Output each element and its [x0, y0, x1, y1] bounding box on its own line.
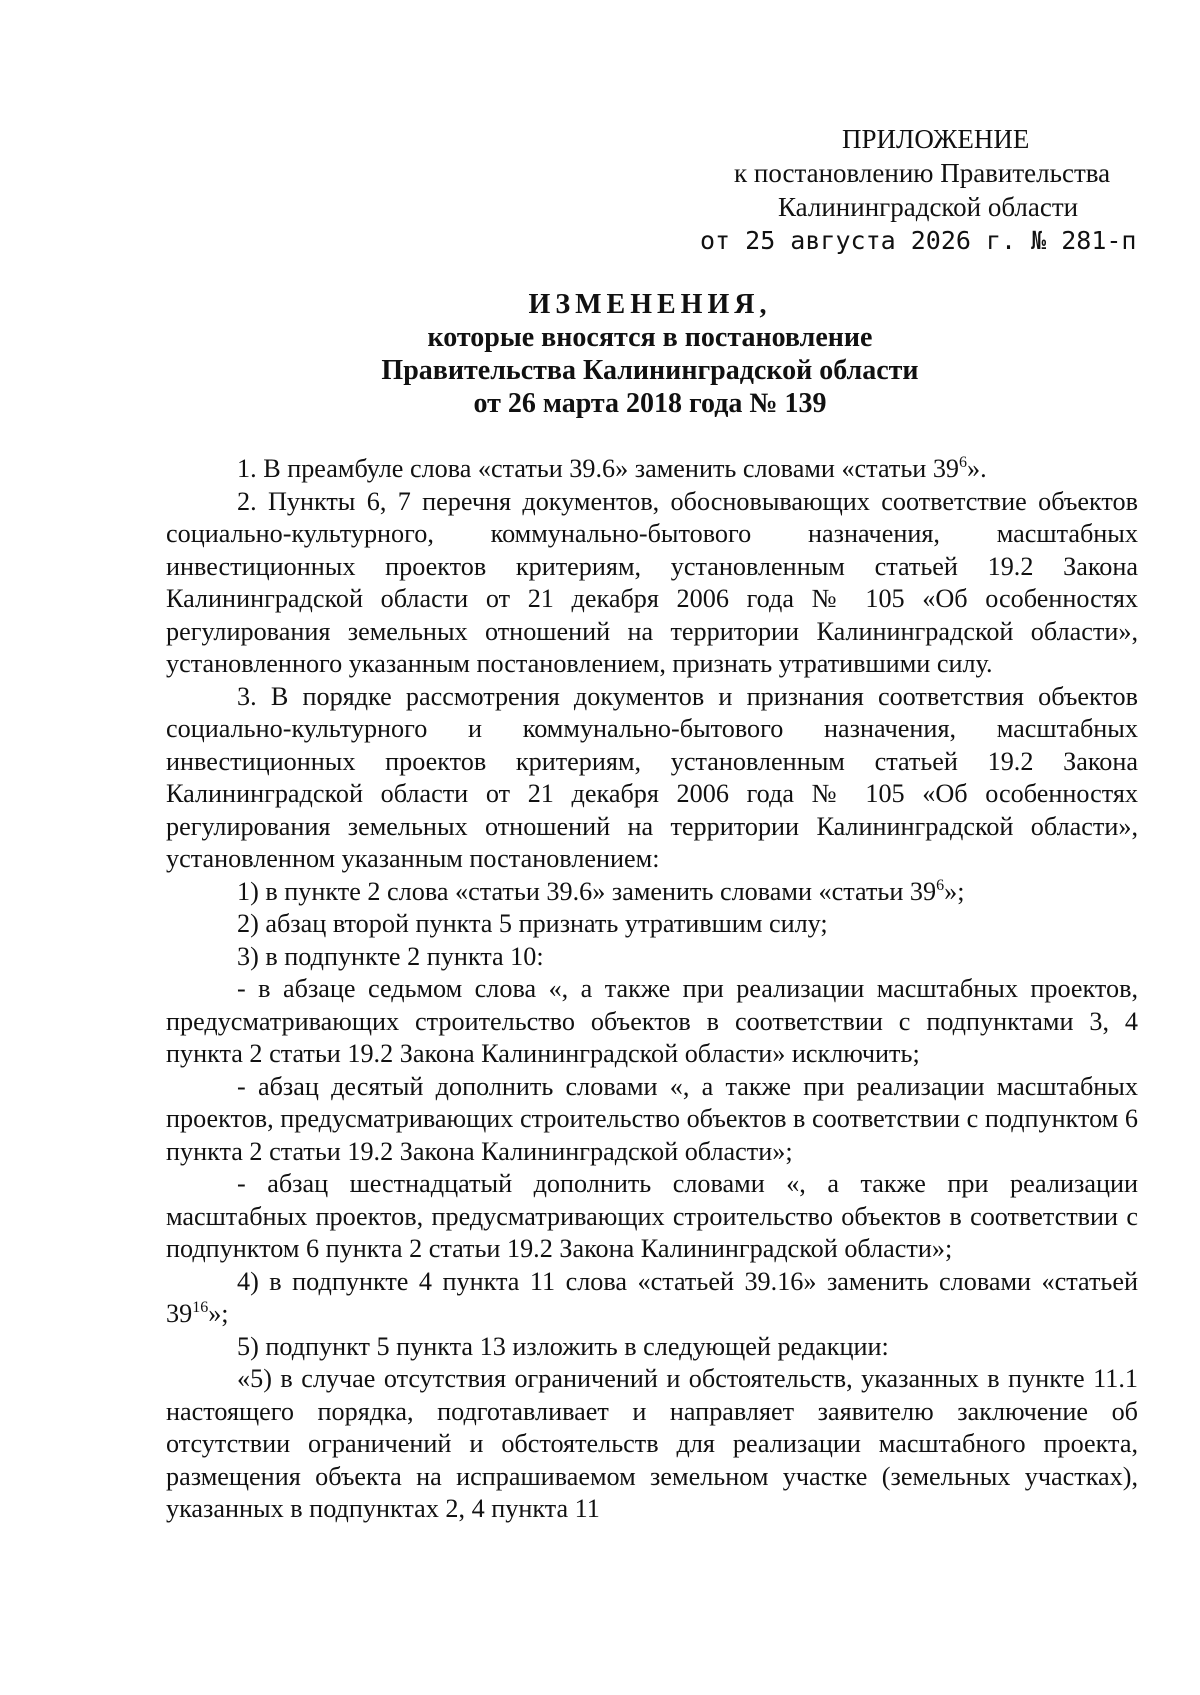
appendix-line-resolution: к постановлению Правительства — [734, 158, 1111, 188]
paragraph-3-item-1 — [166, 876, 1138, 909]
paragraph-1-text: 1. В преамбуле слова «статьи 39.6» заменить словами «статьи 39 — [237, 454, 960, 483]
heading-line-3: Правительства Калининградской области — [381, 355, 919, 386]
paragraph-2: 2. Пункты 6, 7 перечня документов, обосновывающих соответствие объектов социально-культурного, коммунально-бытового назначения, масштабных инвестиционных проектов критериям, установленным статьей 19.2 Закона Калининградской области от 21 декабря 2006 года № 105 «Об особенностях регулирования земельных отношений на территории Калининградской области», установленного указанным постановлением, признать утратившими силу. — [166, 486, 1138, 678]
item-4-text: 4) в подпункте 4 пункта 11 слова «статьей 39.16» заменить словами «статьей 39 — [166, 1266, 1138, 1328]
paragraph-3-item-3: 3) в подпункте 2 пункта 10: — [237, 941, 544, 971]
heading-line-4: от 26 марта 2018 года № 139 — [473, 388, 827, 419]
paragraph-3-item-4 — [166, 1266, 1138, 1331]
item-1-superscript: 6 — [936, 876, 945, 894]
paragraph-3: 3. В порядке рассмотрения документов и признания соответствия объектов социально-культурного и коммунально-бытового назначения, масштабных инвестиционных проектов критериям, установленным статьей 19.2 Закона Калининградской области от 21 декабря 2006 года № 105 «Об особенностях регулирования земельных отношений на территории Калининградской области», установленном указанным постановлением: — [166, 681, 1138, 873]
appendix-line-date-number: от 25 августа 2026 г. № 281-п — [700, 226, 1137, 255]
item-3-dash-2: - абзац десятый дополнить словами «, а также при реализации масштабных проектов, предусматривающих строительство объектов в соответствии с подпунктом 6 пункта 2 статьи 19.2 Закона Калининградской области»; — [166, 1071, 1138, 1166]
document-body — [166, 453, 1138, 1526]
item-4-superscript: 16 — [192, 1299, 209, 1316]
paragraph-1-superscript: 6 — [959, 454, 968, 471]
appendix-header — [700, 122, 1140, 258]
appendix-line-region: Калининградской области — [778, 192, 1079, 222]
item-5-new-wording: «5) в случае отсутствия ограничений и обстоятельств, указанных в пункте 11.1 настоящего порядка, подготавливает и направляет заявителю заключение об отсутствии ограничений и обстоятельств для реализации масштабного проекта, размещения объекта на испрашиваемом земельном участке (земельных участках), указанных в подпунктах 2, 4 пункта 11 — [166, 1364, 1138, 1523]
heading-title: ИЗМЕНЕНИЯ, — [528, 289, 772, 320]
item-3-dash-1: - в абзаце седьмом слова «, а также при реализации масштабных проектов, предусматривающих строительство объектов в соответствии с подпунктами 3, 4 пункта 2 статьи 19.2 Закона Калининградской области» исключить; — [166, 974, 1138, 1068]
heading-line-2: которые вносятся в постановление — [427, 322, 873, 353]
item-1-text: 1) в пункте 2 слова «статьи 39.6» заменить словами «статьи 39 — [237, 876, 937, 906]
paragraph-3-item-5: 5) подпункт 5 пункта 13 изложить в следующей редакции: — [237, 1331, 889, 1361]
item-1-end: »; — [944, 876, 965, 906]
item-4-end: »; — [208, 1299, 229, 1328]
appendix-title: ПРИЛОЖЕНИЕ — [842, 124, 1030, 154]
paragraph-1 — [166, 453, 1138, 486]
document-heading — [160, 288, 1140, 420]
item-3-dash-3: - абзац шестнадцатый дополнить словами «, а также при реализации масштабных проектов, предусматривающих строительство объектов в соответствии с подпунктом 6 пункта 2 статьи 19.2 Закона Калининградской области»; — [166, 1169, 1138, 1263]
paragraph-1-end: ». — [967, 454, 987, 483]
paragraph-3-item-2: 2) абзац второй пункта 5 признать утратившим силу; — [237, 909, 828, 938]
